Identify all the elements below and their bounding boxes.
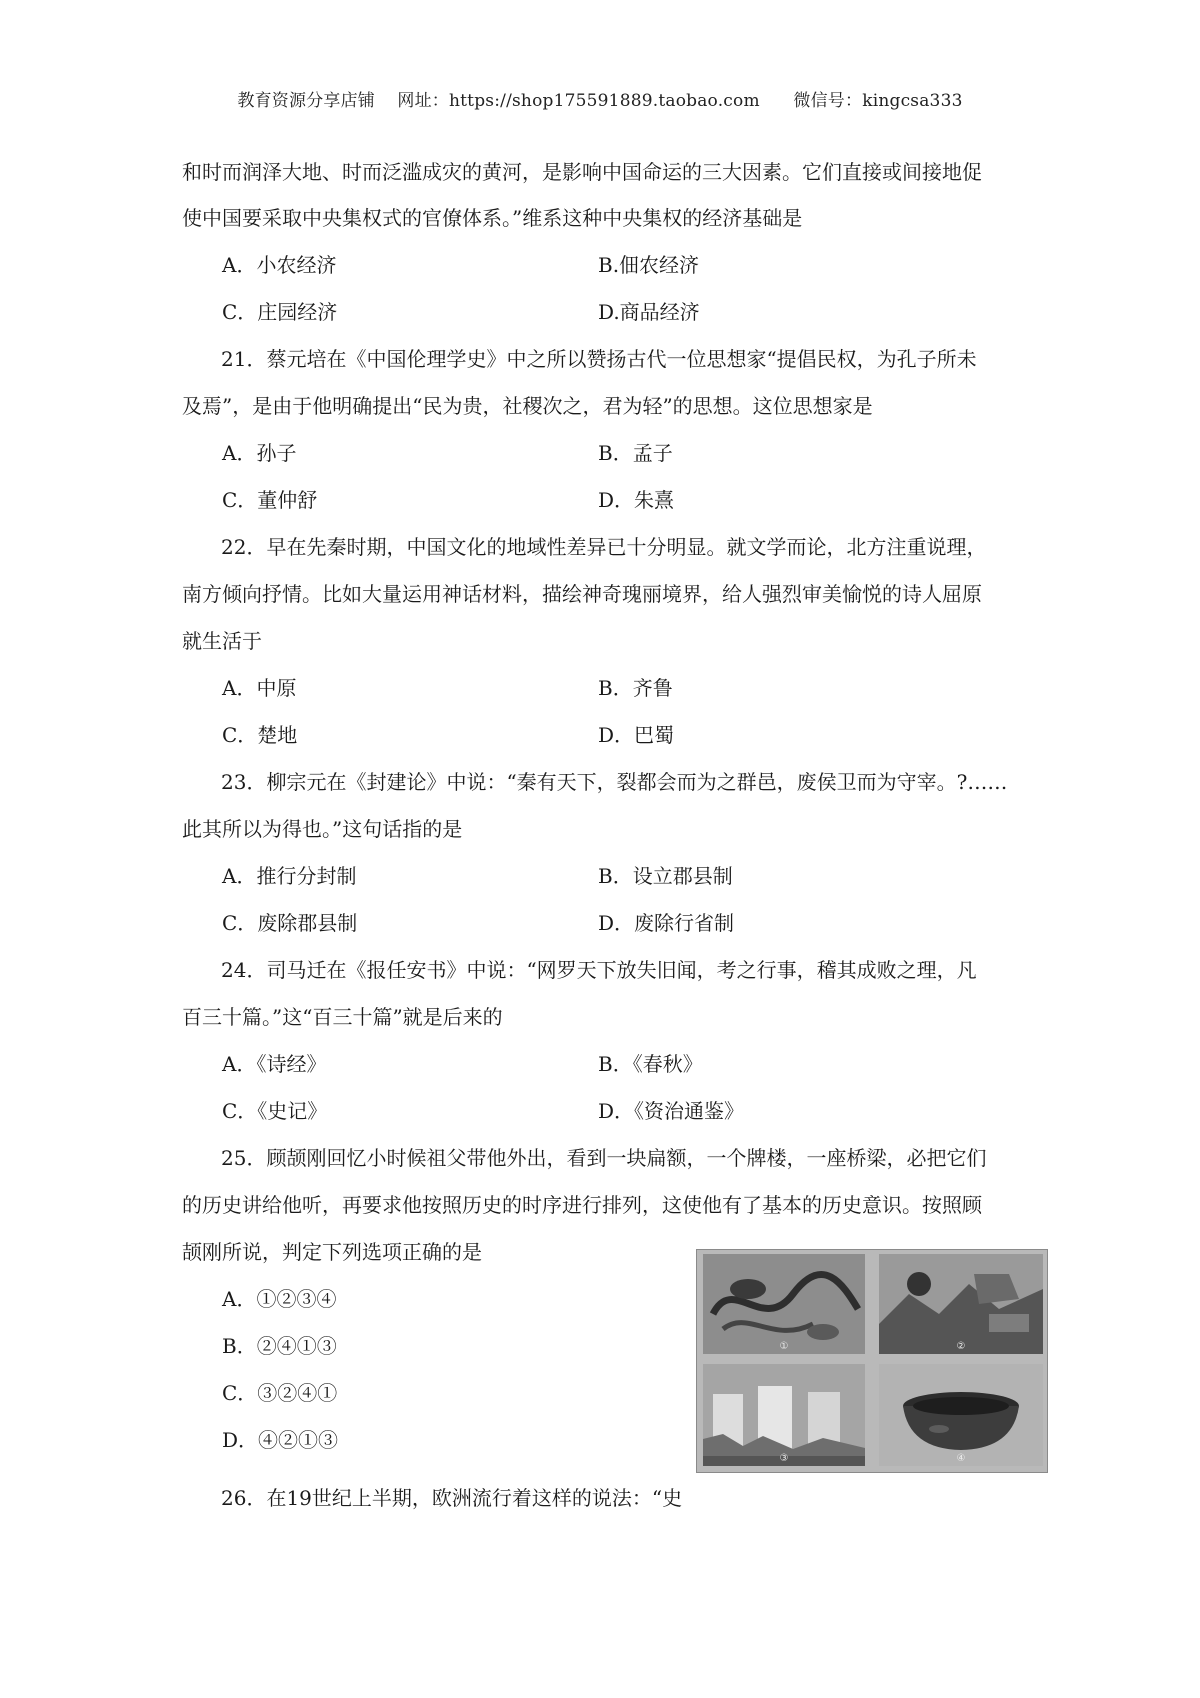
- q22-option-d: D．巴蜀: [598, 723, 675, 747]
- q21-option-d: D．朱熹: [598, 488, 675, 512]
- mural-dragon-image: [703, 1254, 865, 1354]
- q24-option-a: A．《诗经》: [222, 1052, 327, 1076]
- q25-stem-line-1: 25．顾颉刚回忆小时候祖父带他外出，看到一块扁额，一个牌楼，一座桥梁，必把它们: [221, 1146, 987, 1170]
- q23-stem-line-2: 此其所以为得也。”这句话指的是: [182, 817, 463, 841]
- q20-option-c: C．庄园经济: [222, 300, 338, 324]
- q24-option-d: D．《资治通鉴》: [598, 1099, 745, 1123]
- figure-label-2: ②: [956, 1341, 966, 1352]
- q25-figure: [696, 1249, 1048, 1473]
- figure-label-3: ③: [779, 1453, 789, 1464]
- q20-option-d: D.商品经济: [598, 300, 700, 324]
- q22-stem-line-2: 南方倾向抒情。比如大量运用神话材料，描绘神奇瑰丽境界，给人强烈审美愉悦的诗人屈原: [182, 582, 982, 606]
- q20-stem-line-2: 使中国要采取中央集权式的官僚体系。”维系这种中央集权的经济基础是: [182, 206, 803, 230]
- q25-option-c: C．③②④①: [222, 1381, 338, 1405]
- excavation-site-image: [879, 1254, 1043, 1354]
- q20-stem-line-1: 和时而润泽大地、时而泛滥成灾的黄河，是影响中国命运的三大因素。它们直接或间接地促: [182, 160, 982, 184]
- q23-option-d: D．废除行省制: [598, 911, 735, 935]
- page-header: 教育资源分享店铺 网址：https://shop175591889.taobao.com 微信号：kingcsa333: [237, 91, 963, 111]
- q24-stem-line-1: 24．司马迁在《报任安书》中说：“网罗天下放失旧闻，考之行事，稽其成败之理，凡: [221, 958, 977, 982]
- figure-photo-4: [879, 1364, 1043, 1466]
- q22-option-b: B．齐鲁: [598, 676, 673, 700]
- q22-option-a: A．中原: [222, 676, 297, 700]
- q23-stem-line-1: 23．柳宗元在《封建论》中说：“秦有天下，裂都会而为之群邑，废侯卫而为守宰。?……: [221, 770, 1008, 794]
- q25-option-d: D．④②①③: [222, 1428, 339, 1452]
- pottery-bowl-image: [879, 1364, 1043, 1466]
- q25-stem-line-2: 的历史讲给他听，再要求他按照历史的时序进行排列，这使他有了基本的历史意识。按照顾: [182, 1193, 982, 1217]
- figure-photo-3: [703, 1364, 865, 1466]
- q21-stem-line-2: 及焉”，是由于他明确提出“民为贵，社稷次之，君为轻”的思想。这位思想家是: [182, 394, 873, 418]
- figure-photo-2: [879, 1254, 1043, 1354]
- q24-stem-line-2: 百三十篇。”这“百三十篇”就是后来的: [182, 1005, 503, 1029]
- q23-option-c: C．废除郡县制: [222, 911, 358, 935]
- q22-stem-line-3: 就生活于: [182, 629, 262, 653]
- ruins-arches-image: [703, 1364, 865, 1466]
- q23-option-b: B．设立郡县制: [598, 864, 733, 888]
- q26-stem-line-1: 26．在19世纪上半期，欧洲流行着这样的说法：“史: [221, 1486, 683, 1510]
- q25-option-b: B．②④①③: [222, 1334, 337, 1358]
- figure-label-4: ④: [956, 1453, 966, 1464]
- q22-option-c: C．楚地: [222, 723, 298, 747]
- q21-option-c: C．董仲舒: [222, 488, 318, 512]
- q24-option-c: C．《史记》: [222, 1099, 328, 1123]
- figure-label-1: ①: [779, 1341, 789, 1352]
- q20-option-b: B.佃农经济: [598, 253, 700, 277]
- q25-stem-line-3: 颉刚所说，判定下列选项正确的是: [182, 1240, 482, 1264]
- q25-option-a: A．①②③④: [222, 1287, 337, 1311]
- q21-stem-line-1: 21．蔡元培在《中国伦理学史》中之所以赞扬古代一位思想家“提倡民权，为孔子所未: [221, 347, 977, 371]
- q23-option-a: A．推行分封制: [222, 864, 357, 888]
- figure-photo-1: [703, 1254, 865, 1354]
- q21-option-a: A．孙子: [222, 441, 297, 465]
- q20-option-a: A．小农经济: [222, 253, 337, 277]
- q21-option-b: B．孟子: [598, 441, 673, 465]
- q22-stem-line-1: 22．早在先秦时期，中国文化的地域性差异已十分明显。就文学而论，北方注重说理，: [221, 535, 987, 559]
- q24-option-b: B．《春秋》: [598, 1052, 703, 1076]
